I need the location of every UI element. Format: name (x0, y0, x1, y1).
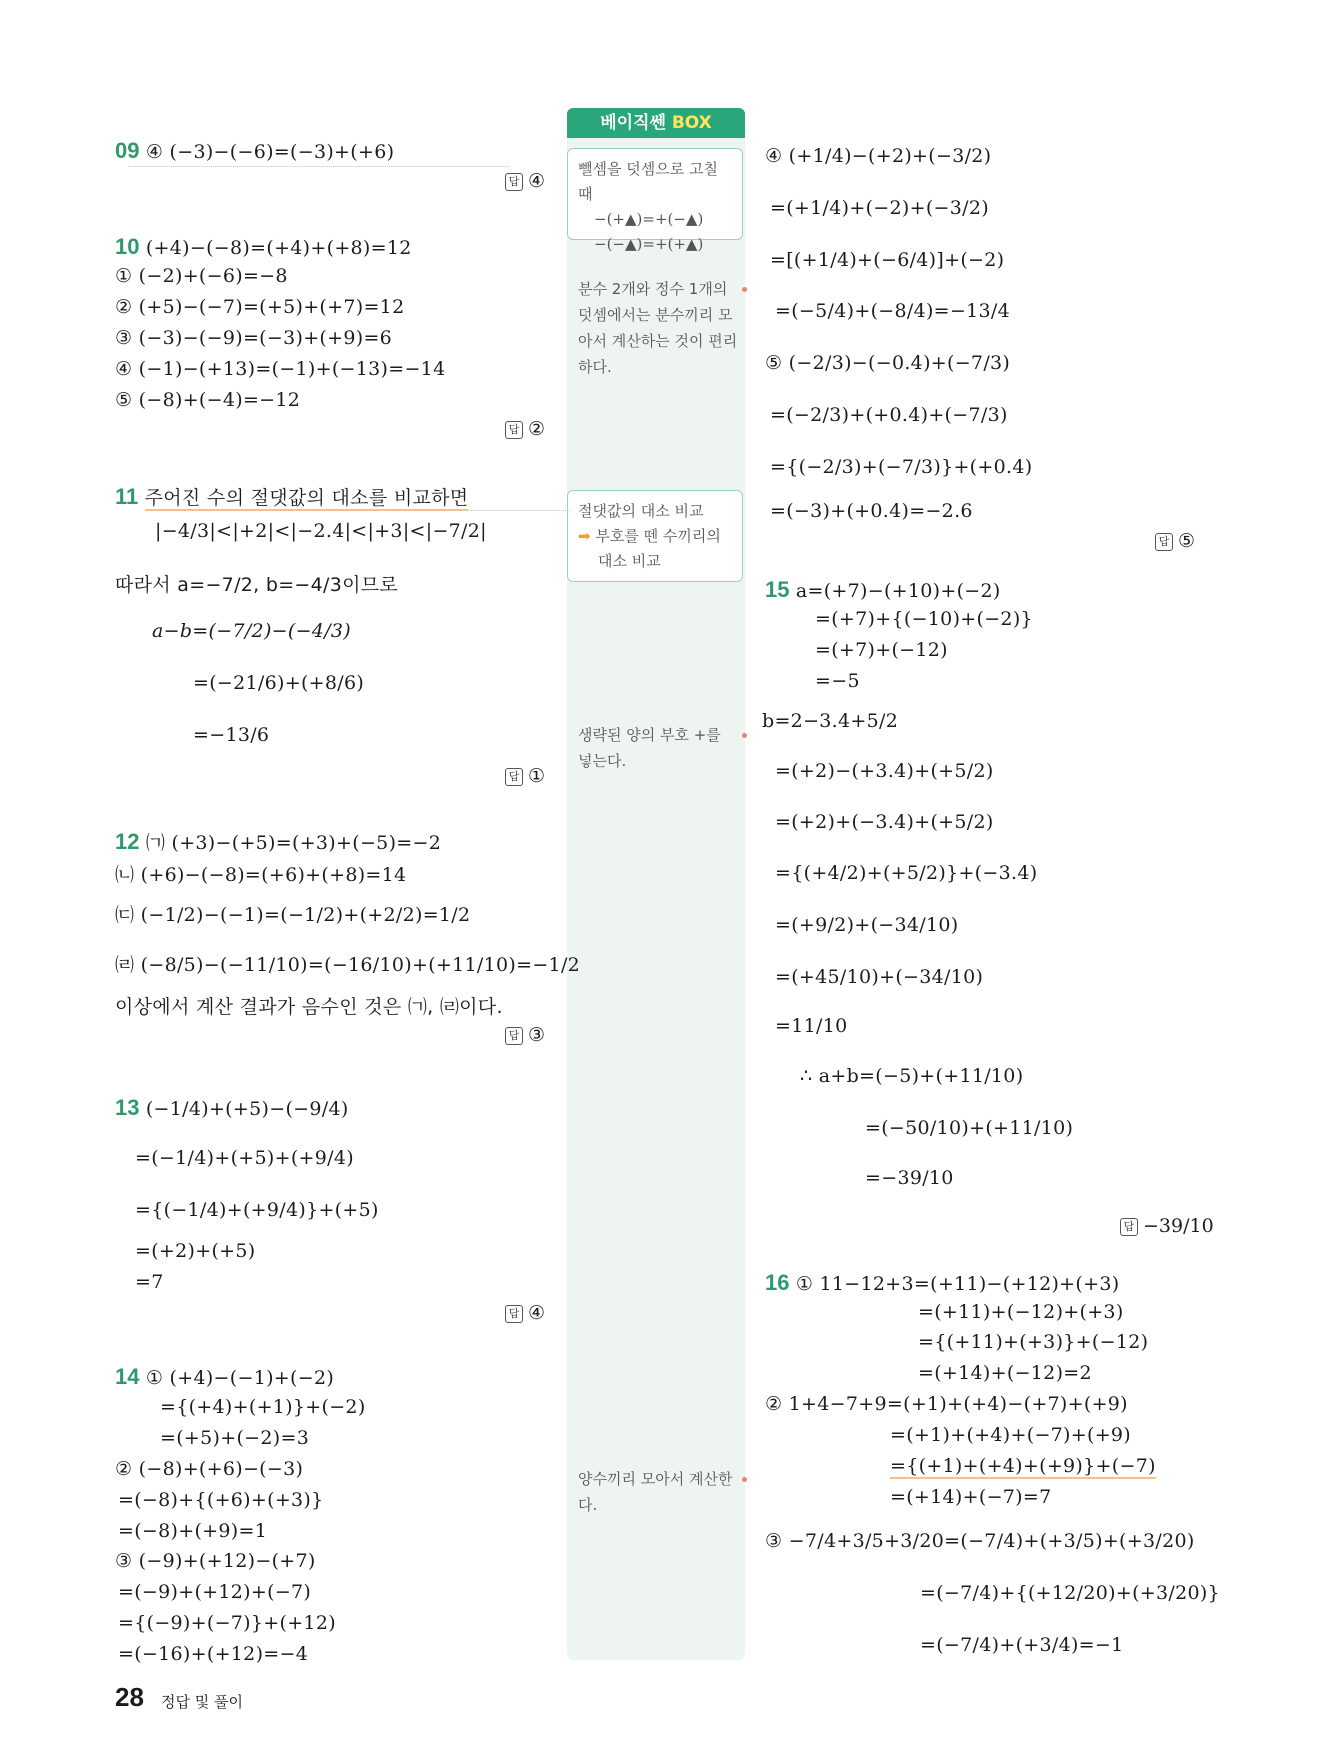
arrow-icon: ➡ (578, 527, 591, 545)
answer-icon: 답 (505, 768, 523, 786)
step: 이상에서 계산 결과가 음수인 것은 ㈀, ㈃이다. (115, 996, 503, 1018)
step: 따라서 a=−7/2, b=−4/3이므로 (115, 574, 399, 596)
step: =(+14)+(−7)=7 (890, 1486, 1052, 1508)
answer-icon: 답 (505, 1027, 523, 1045)
tip-line: 부호를 뗀 수끼리의 (595, 527, 721, 545)
tip-box-absolute (567, 490, 743, 582)
step: ② (−8)+(+6)−(−3) (115, 1458, 304, 1480)
problem-number: 11 (115, 484, 139, 509)
step: =11/10 (775, 1015, 848, 1037)
step: =(−16)+(+12)=−4 (118, 1643, 309, 1665)
problem-number: 12 (115, 829, 140, 854)
step: a=(+7)−(+10)+(−2) (795, 580, 1001, 602)
step: ={(−1/4)+(+9/4)}+(+5) (135, 1199, 379, 1221)
page-label: 정답 및 풀이 (161, 1693, 243, 1711)
step: ① (−2)+(−6)=−8 (115, 265, 288, 287)
step: =(+14)+(−12)=2 (918, 1362, 1092, 1384)
tip-line: 대소 비교 (598, 552, 661, 570)
step: (−1/4)+(+5)−(−9/4) (145, 1098, 349, 1120)
divider (128, 166, 508, 167)
step: ③ −7/4+3/5+3/20=(−7/4)+(+3/5)+(+3/20) (765, 1530, 1195, 1552)
step: =(+9/2)+(−34/10) (775, 914, 959, 936)
step: 주어진 수의 절댓값의 대소를 비교하면 (144, 487, 469, 509)
step: =(+2)+(+5) (135, 1240, 256, 1262)
step: =(−5/4)+(−8/4)=−13/4 (775, 300, 1010, 322)
step: =(−8)+{(+6)+(+3)} (118, 1489, 324, 1511)
tip-box-subtraction (567, 148, 743, 253)
step: ① 11−12+3=(+11)−(+12)+(+3) (795, 1273, 1120, 1295)
step: =(+1/4)+(−2)+(−3/2) (770, 197, 989, 219)
step: ㈁ (+6)−(−8)=(+6)+(+8)=14 (115, 864, 407, 886)
step: =(−9)+(+12)+(−7) (118, 1581, 312, 1603)
answer-icon: 답 (1120, 1218, 1138, 1236)
step: ③ (−9)+(+12)−(+7) (115, 1550, 316, 1572)
problem-11 (115, 483, 468, 510)
step: (+4)−(−8)=(+4)+(+8)=12 (145, 237, 412, 259)
note-plus-sign: 생략된 양의 부호 +를 넣는다. (578, 726, 721, 770)
step: =(−3)+(+0.4)=−2.6 (770, 500, 973, 522)
step: ④ (−3)−(−6)=(−3)+(+6) (145, 141, 395, 163)
step: =7 (135, 1271, 164, 1293)
step: a−b=(−7/2)−(−4/3) (152, 620, 351, 642)
sidebar-title-en: BOX (671, 113, 712, 133)
step: ㈀ (+3)−(+5)=(+3)+(−5)=−2 (145, 832, 442, 854)
answer-14: 답 ⑤ (1155, 530, 1195, 552)
answer-09: 답 ④ (505, 170, 545, 192)
step: =(−7/4)+{(+12/20)+(+3/20)} (920, 1582, 1220, 1604)
step: =(+2)+(−3.4)+(+5/2) (775, 811, 994, 833)
problem-number: 10 (115, 234, 140, 259)
note-positive-grouping: 양수끼리 모아서 계산한다. (578, 1470, 733, 1514)
note-bullet (742, 287, 747, 292)
problem-12 (115, 828, 441, 855)
sidebar-title-kr: 베이직쎈 (600, 113, 666, 133)
problem-number: 15 (765, 577, 790, 602)
step: ④ (+1/4)−(+2)+(−3/2) (765, 145, 992, 167)
answer-10: 답 ② (505, 418, 545, 440)
step: =(+2)−(+3.4)+(+5/2) (775, 760, 994, 782)
divider (460, 510, 570, 511)
tip-line: 절댓값의 대소 비교 (578, 502, 704, 520)
note-bullet (742, 733, 747, 738)
step: ⑤ (−8)+(−4)=−12 (115, 389, 301, 411)
problem-number: 09 (115, 138, 140, 163)
step: =(+45/10)+(−34/10) (775, 966, 984, 988)
step: ② (+5)−(−7)=(+5)+(+7)=12 (115, 296, 405, 318)
step: =(+7)+{(−10)+(−2)} (815, 608, 1033, 630)
step: ⑤ (−2/3)−(−0.4)+(−7/3) (765, 352, 1011, 374)
step: =(+5)+(−2)=3 (160, 1427, 310, 1449)
sidebar-title (567, 108, 745, 138)
problem-14 (115, 1364, 334, 1390)
step: =−39/10 (865, 1167, 954, 1189)
step: ㈂ (−1/2)−(−1)=(−1/2)+(+2/2)=1/2 (115, 904, 471, 926)
step: =(−8)+(+9)=1 (118, 1520, 268, 1542)
step: ∴ a+b=(−5)+(+11/10) (800, 1065, 1024, 1087)
step: =[(+1/4)+(−6/4)]+(−2) (770, 249, 1005, 271)
step: |−4/3|<|+2|<|−2.4|<|+3|<|−7/2| (155, 520, 487, 542)
tip-line: −(−▲)=+(+▲) (594, 235, 704, 253)
problem-15 (765, 577, 1001, 603)
step: ① (+4)−(−1)+(−2) (145, 1367, 335, 1389)
problem-number: 16 (765, 1270, 790, 1295)
step: ={(−9)+(−7)}+(+12) (118, 1612, 336, 1634)
step: ④ (−1)−(+13)=(−1)+(−13)=−14 (115, 358, 446, 380)
answer-15: 답 −39/10 (1120, 1215, 1214, 1237)
step: ={(+4/2)+(+5/2)}+(−3.4) (775, 862, 1038, 884)
answer-icon: 답 (505, 421, 523, 439)
step: =(−7/4)+(+3/4)=−1 (920, 1634, 1124, 1656)
step: ={(−2/3)+(−7/3)}+(+0.4) (770, 456, 1033, 478)
step: =(+7)+(−12) (815, 639, 948, 661)
step: ③ (−3)−(−9)=(−3)+(+9)=6 (115, 327, 393, 349)
answer-icon: 답 (505, 173, 523, 191)
step: =(+11)+(−12)+(+3) (918, 1301, 1124, 1323)
problem-13 (115, 1095, 349, 1121)
answer-11: 답 ① (505, 765, 545, 787)
step: ={(+1)+(+4)+(+9)}+(−7) (890, 1455, 1156, 1477)
step: ={(+11)+(+3)}+(−12) (918, 1331, 1149, 1353)
step: ㈃ (−8/5)−(−11/10)=(−16/10)+(+11/10)=−1/2 (115, 954, 581, 976)
step: =(−2/3)+(+0.4)+(−7/3) (770, 404, 1008, 426)
step: =(−50/10)+(+11/10) (865, 1117, 1074, 1139)
step: =−13/6 (193, 724, 270, 746)
tip-line: 뺄셈을 덧셈으로 고칠 때 (578, 160, 718, 203)
tip-line: −(+▲)=+(−▲) (594, 210, 704, 228)
problem-16 (765, 1270, 1119, 1296)
problem-number: 14 (115, 1364, 140, 1389)
note-bullet (742, 1477, 747, 1482)
step: =(+1)+(+4)+(−7)+(+9) (890, 1424, 1132, 1446)
answer-icon: 답 (1155, 533, 1173, 551)
note-fraction-grouping: 분수 2개와 정수 1개의 덧셈에서는 분수끼리 모아서 계산하는 것이 편리하다. (578, 280, 738, 376)
step: =(−21/6)+(+8/6) (193, 672, 365, 694)
answer-12: 답 ③ (505, 1024, 545, 1046)
step: =−5 (815, 670, 860, 692)
step: ={(+4)+(+1)}+(−2) (160, 1396, 366, 1418)
problem-10 (115, 234, 412, 260)
problem-09 (115, 138, 394, 164)
step: ② 1+4−7+9=(+1)+(+4)−(+7)+(+9) (765, 1393, 1128, 1415)
answer-icon: 답 (505, 1305, 523, 1323)
answer-13: 답 ④ (505, 1302, 545, 1324)
page-number: 28 (115, 1682, 144, 1712)
problem-number: 13 (115, 1095, 140, 1120)
step: b=2−3.4+5/2 (762, 710, 899, 732)
step: =(−1/4)+(+5)+(+9/4) (135, 1147, 354, 1169)
